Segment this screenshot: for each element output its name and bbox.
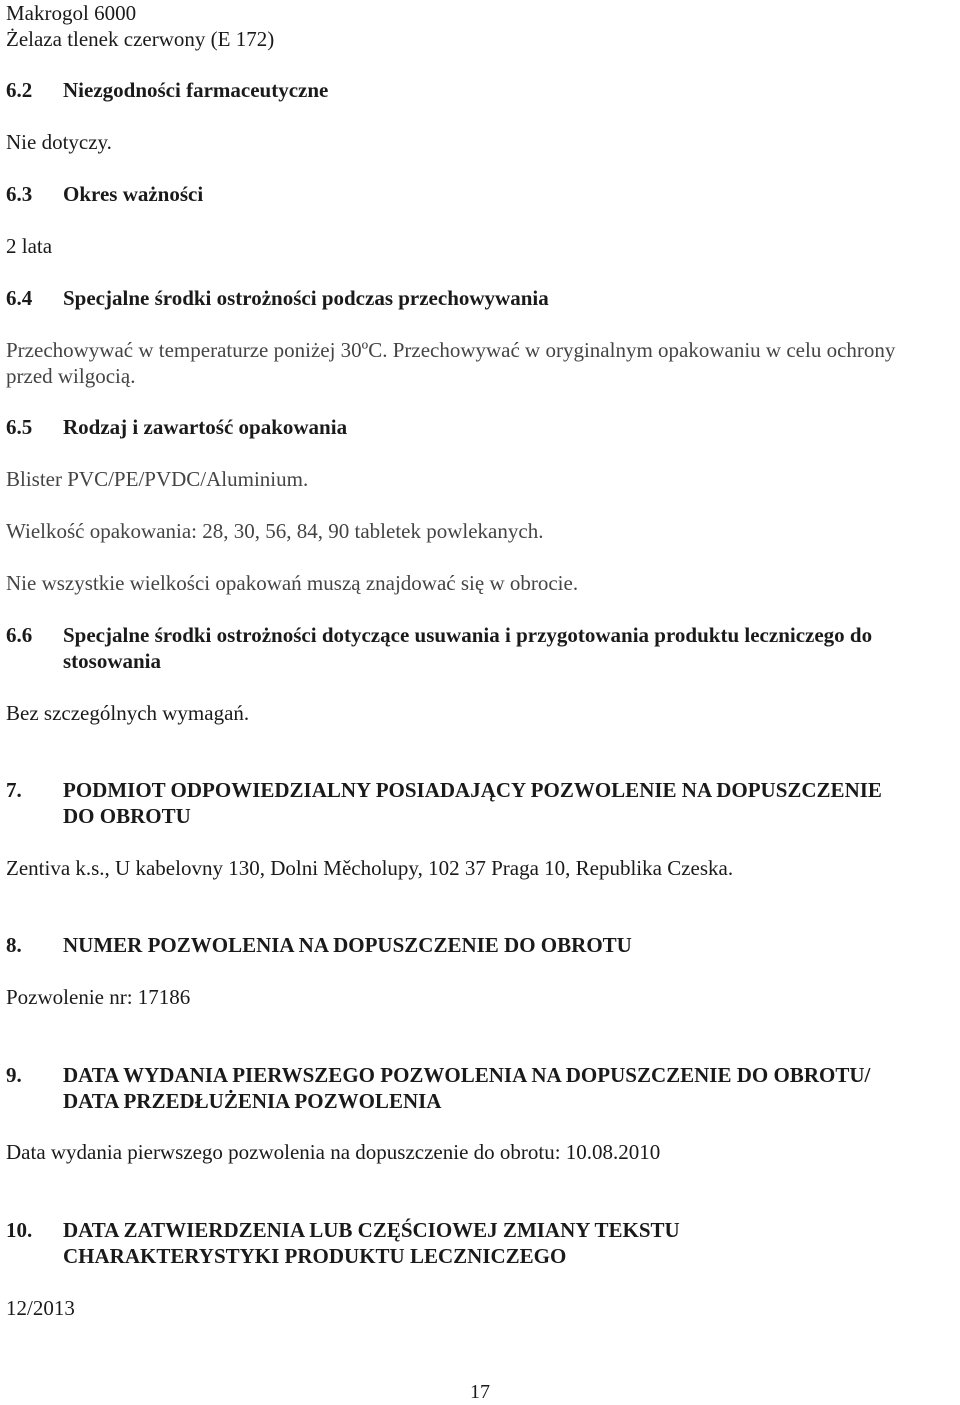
section-body: Nie wszystkie wielkości opakowań muszą znajdować się w obrocie. [6,571,579,595]
section-body: Pozwolenie nr: 17186 [6,985,191,1009]
page-number: 17 [470,1381,490,1403]
section-number: 10. [6,1218,33,1242]
section-number: 6.3 [6,182,33,206]
section-title: PODMIOT ODPOWIEDZIALNY POSIADAJĄCY POZWOLENIE NA DOPUSZCZENIE [63,778,882,802]
section-number: 6.4 [6,286,33,310]
section-title: Okres ważności [63,182,204,206]
section-body: przed wilgocią. [6,364,136,388]
section-body: Data wydania pierwszego pozwolenia na dopuszczenie do obrotu: 10.08.2010 [6,1140,661,1164]
section-number: 6.5 [6,415,33,439]
ingredient-line: Żelaza tlenek czerwony (E 172) [6,27,275,51]
section-number: 6.6 [6,623,33,647]
section-body: 2 lata [6,234,53,258]
section-title: stosowania [63,649,162,673]
section-title: DO OBROTU [63,804,191,828]
section-number: 8. [6,933,22,957]
section-body: Blister PVC/PE/PVDC/Aluminium. [6,467,309,491]
section-title: Specjalne środki ostrożności dotyczące usuwania i przygotowania produktu leczniczego do [63,623,873,647]
section-title: DATA PRZEDŁUŻENIA POZWOLENIA [63,1089,442,1113]
section-title: Niezgodności farmaceutyczne [63,78,329,102]
section-body: Bez szczególnych wymagań. [6,701,250,725]
section-body: Nie dotyczy. [6,130,112,154]
section-body: Wielkość opakowania: 28, 30, 56, 84, 90 tabletek powlekanych. [6,519,544,543]
section-title: DATA WYDANIA PIERWSZEGO POZWOLENIA NA DOPUSZCZENIE DO OBROTU/ [63,1063,871,1087]
section-title: Specjalne środki ostrożności podczas przechowywania [63,286,549,310]
section-number: 9. [6,1063,22,1087]
section-body: Przechowywać w temperaturze poniżej 30ºC. Przechowywać w oryginalnym opakowaniu w celu ochrony [6,338,896,362]
section-title: NUMER POZWOLENIA NA DOPUSZCZENIE DO OBROTU [63,933,632,957]
section-title: DATA ZATWIERDZENIA LUB CZĘŚCIOWEJ ZMIANY TEKSTU [63,1218,680,1242]
section-title: CHARAKTERYSTYKI PRODUKTU LECZNICZEGO [63,1244,567,1268]
section-body: Zentiva k.s., U kabelovny 130, Dolni Měcholupy, 102 37 Praga 10, Republika Czeska. [6,856,734,880]
section-number: 7. [6,778,22,802]
ingredient-line: Makrogol 6000 [6,1,137,25]
section-title: Rodzaj i zawartość opakowania [63,415,348,439]
section-number: 6.2 [6,78,33,102]
section-body: 12/2013 [6,1296,75,1320]
